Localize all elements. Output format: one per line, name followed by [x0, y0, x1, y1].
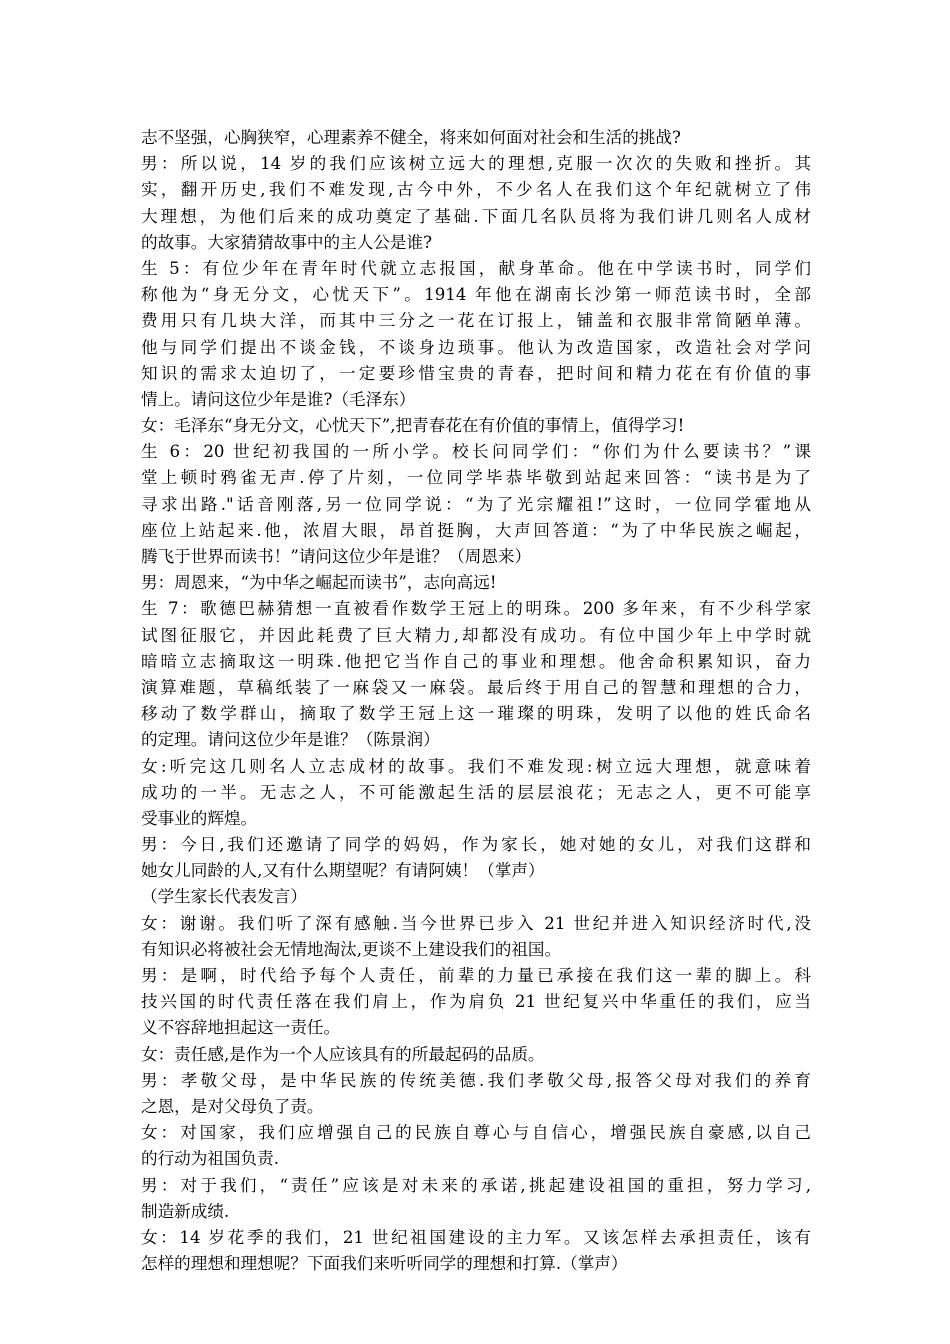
text-line: 男：孝敬父母，是中华民族的传统美德.我们孝敬父母,报答父母对我们的养育: [141, 1070, 811, 1090]
text-line: 男：今日,我们还邀请了同学的妈妈，作为家长，她对她的女儿，对我们这群和: [141, 835, 811, 855]
text-line: 男：所以说，14 岁的我们应该树立远大的理想,克服一次次的失败和挫折。其: [141, 154, 811, 174]
text-line: 大理想，为他们后来的成功奠定了基础.下面几名队员将为我们讲几则名人成材: [141, 206, 811, 226]
text-line: 生 7：歌德巴赫猜想一直被看作数学王冠上的明珠。200 多年来，有不少科学家: [141, 599, 811, 619]
text-line: 堂上顿时鸦雀无声.停了片刻，一位同学毕恭毕敬到站起来回答：“读书是为了: [141, 468, 811, 488]
text-line: 情上。请问这位少年是谁?（毛泽东）: [141, 389, 416, 409]
text-line: 实，翻开历史,我们不难发现,古今中外，不少名人在我们这个年纪就树立了伟: [141, 180, 811, 200]
text-line: 义不容辞地担起这一责任。: [141, 1018, 341, 1038]
text-line: 志不坚强，心胸狭窄，心理素养不健全，将来如何面对社会和生活的挑战?: [141, 128, 681, 147]
text-line: 座位上站起来.他，浓眉大眼，昂首挺胸，大声回答道：“为了中华民族之崛起，: [141, 520, 811, 540]
text-line: 称他为“身无分文，心忧天下”。1914 年他在湖南长沙第一师范读书时，全部: [141, 285, 811, 305]
text-line: 移动了数学群山，摘取了数学王冠上这一璀璨的明珠，发明了以他的姓氏命名: [141, 704, 811, 724]
text-line: 技兴国的时代责任落在我们肩上，作为肩负 21 世纪复兴中华重任的我们，应当: [141, 992, 811, 1012]
text-line: 成功的一半。无志之人，不可能激起生活的层层浪花；无志之人，更不可能享: [141, 782, 811, 802]
text-line: 生 5：有位少年在青年时代就立志报国，献身革命。他在中学读书时，同学们: [141, 258, 811, 278]
text-line: 知识的需求太迫切了，一定要珍惜宝贵的青春，把时间和精力花在有价值的事: [141, 363, 811, 383]
text-line: 男：是啊，时代给予每个人责任，前辈的力量已承接在我们这一辈的脚上。科: [141, 966, 811, 985]
text-line: 他与同学们提出不谈金钱，不谈身边琐事。他认为改造国家，改造社会对学问: [141, 337, 811, 357]
text-line: 怎样的理想和理想呢？下面我们来听听同学的理想和打算.（掌声）: [141, 1254, 628, 1274]
text-line: 腾飞于世界而读书！”请问这位少年是谁？（周恩来）: [141, 547, 532, 566]
text-line: 演算难题，草稿纸装了一麻袋又一麻袋。最后终于用自己的智慧和理想的合力，: [141, 677, 811, 697]
text-line: 暗暗立志摘取这一明珠.他把它当作自己的事业和理想。他舍命积累知识，奋力: [141, 651, 811, 671]
text-line: 女:听完这几则名人立志成材的故事。我们不难发现:树立远大理想，就意味着: [141, 756, 811, 776]
text-line: 的定理。请问这位少年是谁？（陈景润）: [141, 730, 440, 750]
text-line: 的故事。大家猜猜故事中的主人公是谁?: [141, 232, 432, 252]
text-line: 男：周恩来，“为中华之崛起而读书”，志向高远!: [141, 573, 497, 593]
text-line: 生 6：20 世纪初我国的一所小学。校长问同学们：“你们为什么要读书？”课: [141, 442, 811, 462]
text-line: （学生家长代表发言）: [141, 887, 307, 907]
text-line: 寻求出路."话音刚落,另一位同学说：“为了光宗耀祖!”这时，一位同学霍地从: [141, 494, 811, 514]
text-line: 试图征服它，并因此耗费了巨大精力,却都没有成功。有位中国少年上中学时就: [141, 625, 811, 645]
text-line: 女：责任感,是作为一个人应该具有的所最起码的品质。: [141, 1044, 545, 1064]
text-line: 她女儿同龄的人,又有什么期望呢？有请阿姨！（掌声）: [141, 861, 545, 881]
text-line: 之恩，是对父母负了责。: [141, 1096, 324, 1116]
text-line: 女：谢谢。我们听了深有感触.当今世界已步入 21 世纪并进入知识经济时代,没: [141, 913, 811, 933]
document-page: [141, 125, 811, 1277]
text-line: 的行动为祖国负责.: [141, 1149, 280, 1169]
text-line: 男：对于我们，“责任”应该是对未来的承诺,挑起建设祖国的重担，努力学习,: [141, 1175, 811, 1195]
text-line: 女：14 岁花季的我们，21 世纪祖国建设的主力军。又该怎样去承担责任，该有: [141, 1227, 811, 1247]
text-line: 女：毛泽东“身无分文，心忧天下”,把青春花在有价值的事情上，值得学习!: [141, 416, 685, 436]
text-line: 有知识必将被社会无情地淘汰,更谈不上建设我们的祖国。: [141, 939, 562, 959]
text-line: 费用只有几块大洋，而其中三分之一花在订报上，铺盖和衣服非常简陋单薄。: [141, 311, 811, 331]
text-line: 制造新成绩.: [141, 1201, 230, 1221]
text-line: 女：对国家，我们应增强自己的民族自尊心与自信心，增强民族自豪感,以自己: [141, 1123, 811, 1143]
text-line: 受事业的辉煌。: [141, 808, 258, 828]
